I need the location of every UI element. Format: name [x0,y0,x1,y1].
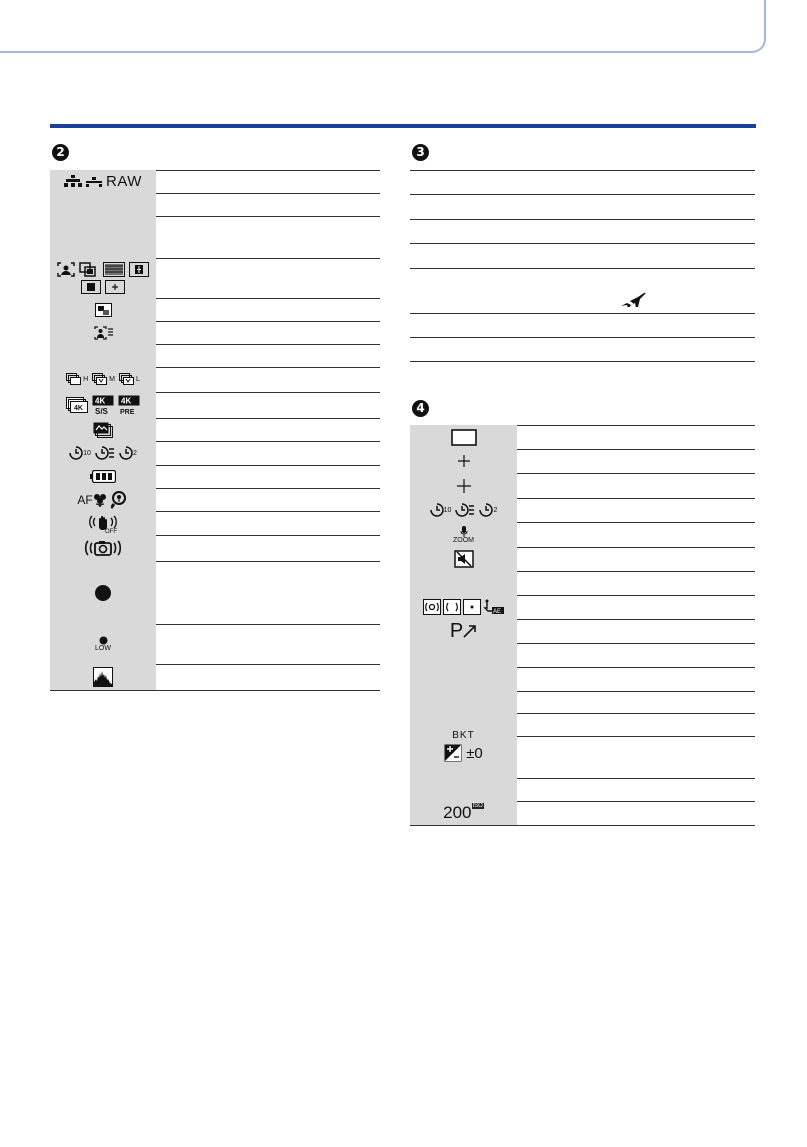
icon-cell [50,216,156,258]
table-row [50,561,380,625]
zoom-label: ZOOM [453,536,474,544]
jitter-alert-icon [83,538,123,558]
table-row [50,367,380,393]
multi-area-af-icon [103,262,125,277]
self-timer-multi-icon [455,503,475,517]
icon-cell [50,344,156,367]
burst-m-label: M [109,376,115,383]
quality-fine-icon [64,175,82,188]
table-row [50,488,380,512]
burst-l-label: L [136,376,140,383]
table-row [50,170,380,194]
one-area-af-icon [81,280,101,294]
table-row [410,547,755,572]
iso-tag: ISO [472,803,483,809]
table-row [50,216,380,259]
table-row [410,337,755,362]
burst-medium-icon [92,373,115,387]
battery-icon [90,470,116,483]
icon-cell [410,473,517,498]
section-3-table [410,170,755,362]
af-area-move-icon [95,303,112,317]
table-row [50,344,380,368]
icon-cell [50,367,156,392]
header-rule [50,124,756,128]
svg-text:4K: 4K [121,396,132,406]
pinpoint-af-icon [105,280,125,294]
table-row [517,736,755,779]
icon-cell [410,595,517,619]
icon-cell [410,522,517,547]
table-row [50,193,380,217]
self-timer-10-icon [430,503,452,517]
quality-standard-icon [86,177,102,187]
table-row [50,441,380,466]
svg-text:AE: AE [492,609,501,615]
timer-2-label: 2 [132,449,137,457]
bracket-icon-cell [410,691,517,802]
table-row [50,321,380,345]
table-row [410,801,755,826]
icon-cell [410,667,517,691]
table-row [410,619,755,644]
table-row [517,691,755,714]
icon-cell [50,321,156,344]
icon-cell [410,547,517,571]
table-row [410,498,755,523]
table-row [410,643,755,668]
section-4-table [410,425,755,827]
macro-zoom-icon [111,491,129,509]
svg-text:PRE: PRE [120,409,135,415]
icon-cell [410,619,517,643]
icon-cell [50,488,156,511]
touch-ae-icon [483,599,505,615]
timer-10-label: 10 [443,506,452,514]
section-4-marker: 4 [412,400,429,417]
program-shift-label: P [449,619,464,642]
table-row [410,194,755,220]
program-shift-icon [450,620,477,643]
icon-cell [410,498,517,522]
exposure-value: ±0 [466,744,483,762]
table-row [410,522,755,548]
icon-cell [50,298,156,321]
self-timer-2-icon [479,503,497,517]
svg-text:OFF: OFF [105,529,117,533]
table-row [50,535,380,562]
table-row [50,465,380,489]
burst-low-icon [119,373,140,387]
icon-cell [50,392,156,418]
face-recognition-icon [94,326,113,340]
icon-cell [50,664,156,690]
icon-cell [50,511,156,535]
icon-cell [50,193,156,216]
self-timer-10-icon [69,446,91,460]
table-row [410,219,755,244]
icon-cell [50,441,156,465]
table-row [50,624,380,665]
icon-cell [410,643,517,667]
custom-multi-af-icon [129,262,149,277]
table-row [410,170,755,195]
4k-burst-ss-icon [92,395,114,415]
table-row [410,595,755,620]
burst-high-icon [66,373,88,387]
airplane-mode-icon [620,291,646,307]
4k-pre-burst-icon [118,395,140,415]
table-row [517,778,755,802]
exposure-compensation-icon [444,744,483,762]
table-row [410,268,755,314]
self-timer-2-icon [119,446,137,460]
icon-cell [50,418,156,441]
af-label: AF [77,492,93,507]
table-row [50,511,380,536]
table-row [50,418,380,442]
section-2-table [50,170,380,690]
icon-cell [410,801,517,825]
histogram-icon [93,667,113,687]
table-row [410,571,755,596]
iso-sensitivity-icon [443,803,484,823]
timer-10-label: 10 [83,449,91,457]
4k-burst-icon [66,397,88,414]
section-2-marker: 2 [52,144,69,161]
icon-cell [50,561,156,624]
svg-text:4K: 4K [95,396,106,406]
spot-metering-target-icon [456,478,472,494]
silent-mode-icon [454,550,474,568]
center-weighted-metering-icon [443,599,461,615]
aspect-frame-icon [451,429,477,446]
face-detection-af-icon [57,262,75,277]
icon-cell [50,258,156,298]
icon-cell [50,170,156,193]
table-row [410,425,755,450]
section-3-marker: 3 [412,144,429,161]
icon-cell [50,624,156,664]
icon-cell [410,449,517,473]
table-row [410,667,755,692]
raw-label: RAW [106,173,142,190]
low-label: LOW [95,645,111,652]
tracking-af-icon [79,262,99,277]
icon-cell [410,571,517,595]
af-area-cross-icon [457,454,471,468]
multiple-metering-icon [423,599,441,615]
svg-text:S/S: S/S [95,407,108,415]
burst-h-label: H [83,376,89,383]
table-row [410,449,755,474]
table-row [410,243,755,269]
post-focus-icon [93,422,113,438]
low-recording-dot-icon [99,636,108,645]
table-row [410,473,755,499]
stabilizer-off-icon [87,513,119,533]
table-row [410,313,755,338]
svg-text:4K: 4K [74,404,83,412]
icon-cell [410,425,517,449]
table-row [50,298,380,322]
table-row [50,664,380,691]
table-row [50,392,380,419]
timer-2-label: 2 [493,506,498,514]
self-timer-multi-icon [95,446,115,460]
af-macro-icon [77,493,106,507]
spot-metering-icon [463,599,481,615]
icon-cell [50,465,156,488]
iso-value: 200 [443,803,472,822]
page-header-frame [0,0,766,53]
zoom-microphone-icon [460,526,468,537]
icon-cell [50,535,156,561]
bkt-label: BKT [452,730,475,741]
table-row [50,258,380,299]
recording-dot-icon [94,584,112,602]
table-row [517,713,755,737]
